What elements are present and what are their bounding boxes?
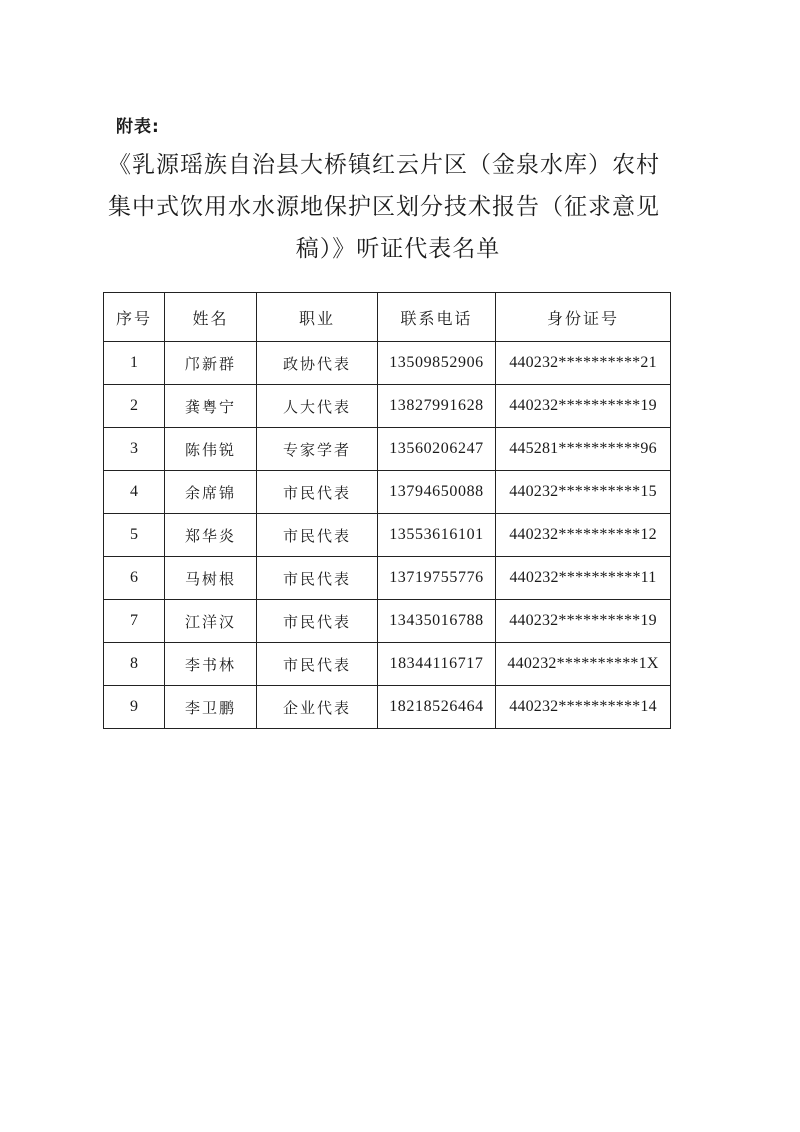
- cell-serial: 2: [104, 385, 165, 428]
- cell-phone: 13553616101: [378, 514, 496, 557]
- cell-occupation: 市民代表: [257, 600, 378, 643]
- header-occupation: 职业: [257, 293, 378, 342]
- cell-occupation: 市民代表: [257, 471, 378, 514]
- cell-name: 李书林: [165, 643, 257, 686]
- cell-id-number: 440232**********15: [496, 471, 671, 514]
- representative-table: [103, 292, 671, 729]
- title-line-2: 集中式饮用水水源地保护区划分技术报告（征求意见: [108, 194, 660, 220]
- cell-name: 江洋汉: [165, 600, 257, 643]
- cell-name: 马树根: [165, 557, 257, 600]
- cell-name: 龚粤宁: [165, 385, 257, 428]
- header-name: 姓名: [165, 293, 257, 342]
- cell-occupation: 市民代表: [257, 557, 378, 600]
- cell-phone: 13794650088: [378, 471, 496, 514]
- cell-name: 郑华炎: [165, 514, 257, 557]
- cell-serial: 1: [104, 342, 165, 385]
- cell-serial: 3: [104, 428, 165, 471]
- table-row: [104, 385, 671, 428]
- cell-occupation: 市民代表: [257, 643, 378, 686]
- cell-id-number: 440232**********12: [496, 514, 671, 557]
- cell-phone: 18344116717: [378, 643, 496, 686]
- header-id-number: 身份证号: [496, 293, 671, 342]
- cell-occupation: 市民代表: [257, 514, 378, 557]
- attachment-label: 附表:: [116, 117, 160, 137]
- title-line-3: 稿）》听证代表名单: [295, 236, 501, 262]
- table-row: [104, 471, 671, 514]
- cell-id-number: 440232**********1X: [496, 643, 671, 686]
- cell-id-number: 440232**********14: [496, 686, 671, 729]
- cell-serial: 7: [104, 600, 165, 643]
- header-phone: 联系电话: [378, 293, 496, 342]
- cell-name: 陈伟锐: [165, 428, 257, 471]
- cell-phone: 13560206247: [378, 428, 496, 471]
- cell-phone: 13509852906: [378, 342, 496, 385]
- header-serial: 序号: [104, 293, 165, 342]
- cell-name: 李卫鹏: [165, 686, 257, 729]
- cell-id-number: 440232**********11: [496, 557, 671, 600]
- cell-phone: 13719755776: [378, 557, 496, 600]
- table-row: [104, 514, 671, 557]
- cell-occupation: 专家学者: [257, 428, 378, 471]
- table-row: [104, 428, 671, 471]
- cell-serial: 8: [104, 643, 165, 686]
- title-line-1: 《乳源瑶族自治县大桥镇红云片区（金泉水库）农村: [108, 152, 660, 178]
- cell-phone: 13435016788: [378, 600, 496, 643]
- cell-serial: 5: [104, 514, 165, 557]
- cell-serial: 6: [104, 557, 165, 600]
- table-row: [104, 557, 671, 600]
- cell-occupation: 人大代表: [257, 385, 378, 428]
- table-row: [104, 600, 671, 643]
- cell-phone: 13827991628: [378, 385, 496, 428]
- cell-id-number: 440232**********19: [496, 600, 671, 643]
- table-row: [104, 643, 671, 686]
- cell-name: 余席锦: [165, 471, 257, 514]
- cell-serial: 9: [104, 686, 165, 729]
- table-row: [104, 686, 671, 729]
- table-header-row: [104, 293, 671, 342]
- document-title: [108, 144, 688, 270]
- cell-name: 邝新群: [165, 342, 257, 385]
- cell-phone: 18218526464: [378, 686, 496, 729]
- cell-occupation: 政协代表: [257, 342, 378, 385]
- table-row: [104, 342, 671, 385]
- cell-serial: 4: [104, 471, 165, 514]
- cell-id-number: 445281**********96: [496, 428, 671, 471]
- cell-id-number: 440232**********19: [496, 385, 671, 428]
- cell-occupation: 企业代表: [257, 686, 378, 729]
- cell-id-number: 440232**********21: [496, 342, 671, 385]
